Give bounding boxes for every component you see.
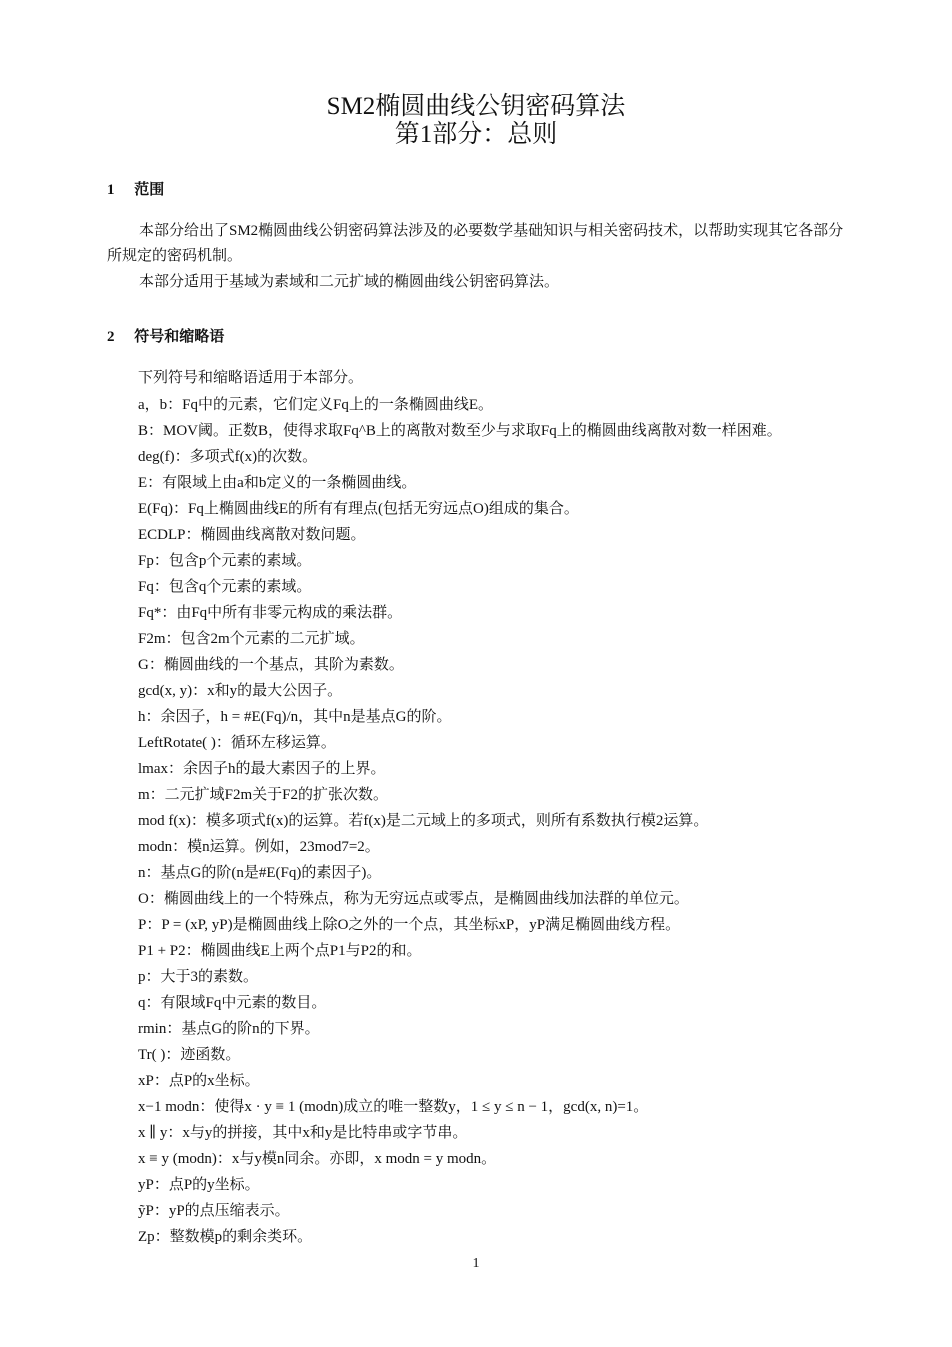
symbol-definition: lmax：余因子h的最大素因子的上界。 xyxy=(138,761,386,777)
section-2-intro: 下列符号和缩略语适用于本部分。 xyxy=(138,370,364,386)
symbol-definition: E(Fq)：Fq上椭圆曲线E的所有有理点(包括无穷远点O)组成的集合。 xyxy=(138,501,579,517)
symbol-definition: x ≡ y (modn)：x与y模n同余。亦即，x modn = y modn。 xyxy=(138,1151,497,1167)
symbol-definition: x ∥ y：x与y的拼接，其中x和y是比特串或字节串。 xyxy=(138,1125,468,1141)
section-2-number: 2 xyxy=(107,329,115,345)
symbol-definition: P：P = (xP, yP)是椭圆曲线上除O之外的一个点，其坐标xP，yP满足椭圆曲线方程。 xyxy=(138,917,681,933)
symbol-definition: ỹP：yP的点压缩表示。 xyxy=(138,1203,290,1219)
section-1-paragraph-2-text: 本部分适用于基域为素域和二元扩域的椭圆曲线公钥密码算法。 xyxy=(139,274,560,290)
section-1-paragraph-1-text: 本部分给出了SM2椭圆曲线公钥密码算法涉及的必要数学基础知识与相关密码技术，以帮助实现其它各部分所规定的密码机制。 xyxy=(107,223,844,264)
symbol-definition: a，b：Fq中的元素，它们定义Fq上的一条椭圆曲线E。 xyxy=(138,397,494,413)
symbol-definition: E：有限域上由a和b定义的一条椭圆曲线。 xyxy=(138,475,417,491)
section-1-title: 范围 xyxy=(134,180,165,198)
symbol-definition: m：二元扩域F2m关于F2的扩张次数。 xyxy=(138,787,389,803)
symbol-definition: Fq*：由Fq中所有非零元构成的乘法群。 xyxy=(138,605,403,621)
page-number: 1 xyxy=(472,1256,480,1271)
document-title: SM2椭圆曲线公钥密码算法 xyxy=(326,93,626,120)
section-1-paragraph-1 xyxy=(107,219,852,269)
symbol-definition: q：有限域Fq中元素的数目。 xyxy=(138,995,327,1011)
symbol-definition: B：MOV阈。正数B，使得求取Fq^B上的离散对数至少与求取Fq上的椭圆曲线离散对数一样困难。 xyxy=(138,423,782,439)
symbol-definition: G：椭圆曲线的一个基点，其阶为素数。 xyxy=(138,657,404,673)
symbol-definition: ECDLP：椭圆曲线离散对数问题。 xyxy=(138,527,366,543)
symbol-definition: x−1 modn：使得x · y ≡ 1 (modn)成立的唯一整数y，1 ≤ y ≤ n − 1，gcd(x, n)=1。 xyxy=(138,1099,649,1115)
document-subtitle: 第1部分：总则 xyxy=(394,121,558,148)
symbol-definition: yP：点P的y坐标。 xyxy=(138,1177,260,1193)
symbol-definition: LeftRotate( )：循环左移运算。 xyxy=(138,735,336,751)
section-2-title: 符号和缩略语 xyxy=(134,327,225,345)
section-1-paragraph-2 xyxy=(107,270,852,295)
symbol-definition: F2m：包含2m个元素的二元扩域。 xyxy=(138,631,365,647)
symbol-definition: gcd(x, y)：x和y的最大公因子。 xyxy=(138,683,343,699)
section-1-number: 1 xyxy=(107,182,115,198)
section-2-heading xyxy=(107,325,224,346)
section-1-heading xyxy=(107,178,164,199)
symbol-definition: Fp：包含p个元素的素域。 xyxy=(138,553,312,569)
symbol-definition: P1 + P2：椭圆曲线E上两个点P1与P2的和。 xyxy=(138,943,422,959)
symbol-definition: n：基点G的阶(n是#E(Fq)的素因子)。 xyxy=(138,865,382,881)
symbol-definition: xP：点P的x坐标。 xyxy=(138,1073,260,1089)
symbol-definition: rmin：基点G的阶n的下界。 xyxy=(138,1021,320,1037)
symbol-definition: mod f(x)：模多项式f(x)的运算。若f(x)是二元域上的多项式，则所有系数执行模2运算。 xyxy=(138,813,709,829)
symbol-definition: h：余因子，h = #E(Fq)/n，其中n是基点G的阶。 xyxy=(138,709,452,725)
symbol-definition: deg(f)：多项式f(x)的次数。 xyxy=(138,449,318,465)
symbol-definition: O：椭圆曲线上的一个特殊点，称为无穷远点或零点，是椭圆曲线加法群的单位元。 xyxy=(138,891,689,907)
symbol-definition: modn：模n运算。例如，23mod7=2。 xyxy=(138,839,380,855)
symbol-definition: p：大于3的素数。 xyxy=(138,969,259,985)
symbol-definition: Zp：整数模p的剩余类环。 xyxy=(138,1229,313,1245)
symbol-definition: Tr( )：迹函数。 xyxy=(138,1047,241,1063)
symbol-definition: Fq：包含q个元素的素域。 xyxy=(138,579,312,595)
